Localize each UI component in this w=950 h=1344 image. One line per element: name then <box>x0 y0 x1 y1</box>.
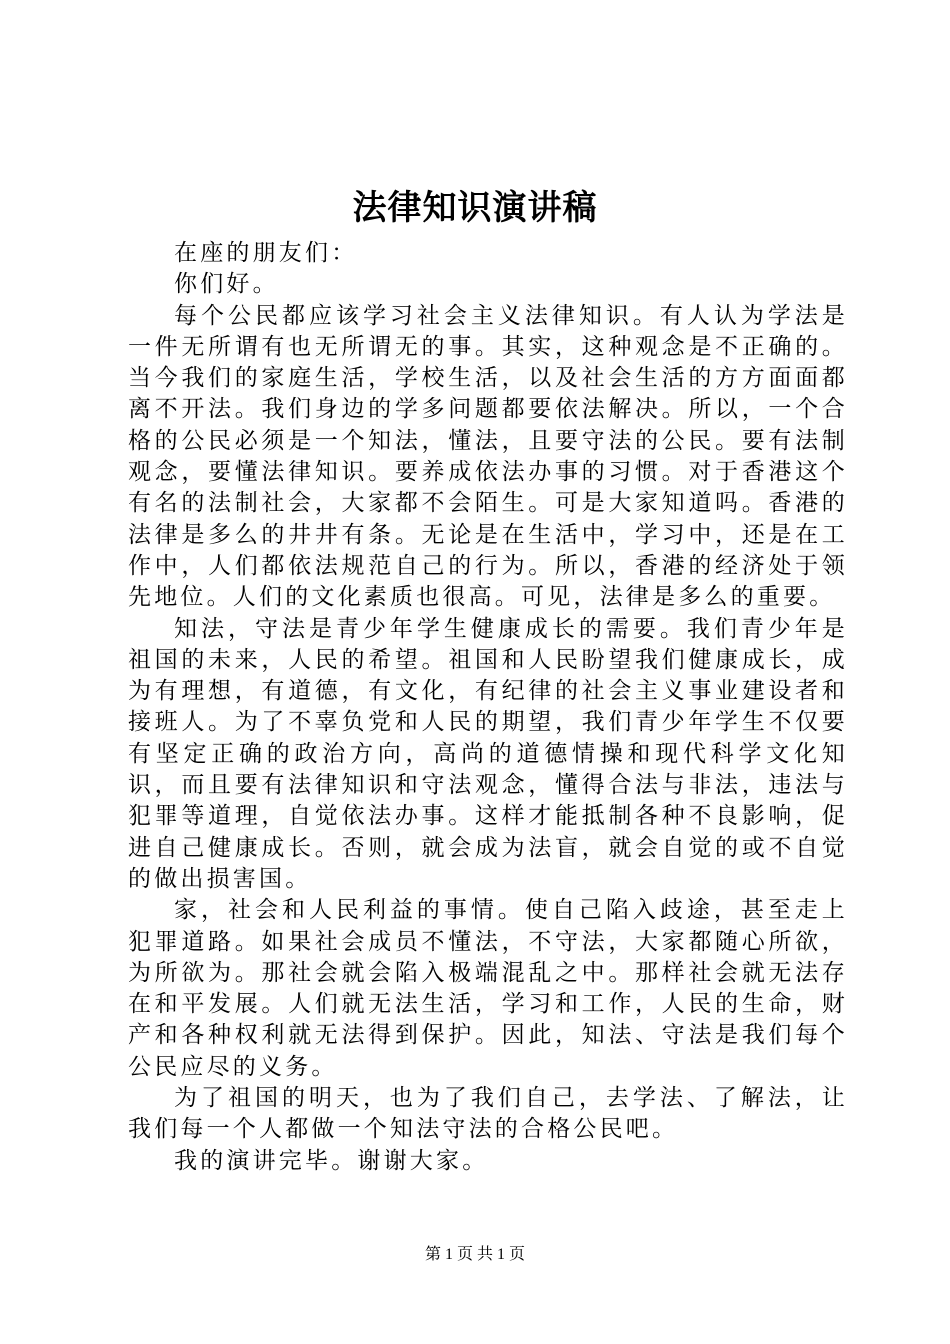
paragraph-salutation: 在座的朋友们： <box>174 240 358 266</box>
paragraph-greeting: 你们好。 <box>174 271 279 298</box>
document-body <box>128 238 848 1177</box>
document-title: 法律知识演讲稿 <box>352 188 598 228</box>
paragraph-3: 家，社会和人民利益的事情。使自己陷入歧途，甚至走上犯罪道路。如果社会成员不懂法，不守法，大家都随心所欲，为所欲为。那社会就会陷入极端混乱之中。那样社会就无法存在和平发展。人们就无法生活，学习和工作，人民的生命，财产和各种权利就无法得到保护。因此，知法、守法是我们每个公民应尽的义务。 <box>128 897 848 1080</box>
page-number-footer: 第 1 页 共 1 页 <box>424 1246 525 1263</box>
paragraph-closing: 我的演讲完毕。谢谢大家。 <box>174 1147 489 1174</box>
paragraph-2: 知法，守法是青少年学生健康成长的需要。我们青少年是祖国的未来，人民的希望。祖国和人民盼望我们健康成长，成为有理想，有道德，有文化，有纪律的社会主义事业建设者和接班人。为了不辜负党和人民的期望，我们青少年学生不仅要有坚定正确的政治方向，高尚的道德情操和现代科学文化知识，而且要有法律知识和守法观念，懂得合法与非法，违法与犯罪等道理，自觉依法办事。这样才能抵制各种不良影响，促进自己健康成长。否则，就会成为法盲，就会自觉的或不自觉的做出损害国。 <box>128 615 848 892</box>
paragraph-4: 为了祖国的明天，也为了我们自己，去学法、了解法，让我们每一个人都做一个知法守法的合格公民吧。 <box>128 1085 848 1143</box>
paragraph-1: 每个公民都应该学习社会主义法律知识。有人认为学法是一件无所谓有也无所谓无的事。其实，这种观念是不正确的。当今我们的家庭生活，学校生活，以及社会生活的方方面面都离不开法。我们身边的学多问题都要依法解决。所以，一个合格的公民必须是一个知法，懂法，且要守法的公民。要有法制观念，要懂法律知识。要养成依法办事的习惯。对于香港这个有名的法制社会，大家都不会陌生。可是大家知道吗。香港的法律是多么的井井有条。无论是在生活中，学习中，还是在工作中，人们都依法规范自己的行为。所以，香港的经济处于领先地位。人们的文化素质也很高。可见，法律是多么的重要。 <box>128 302 848 611</box>
